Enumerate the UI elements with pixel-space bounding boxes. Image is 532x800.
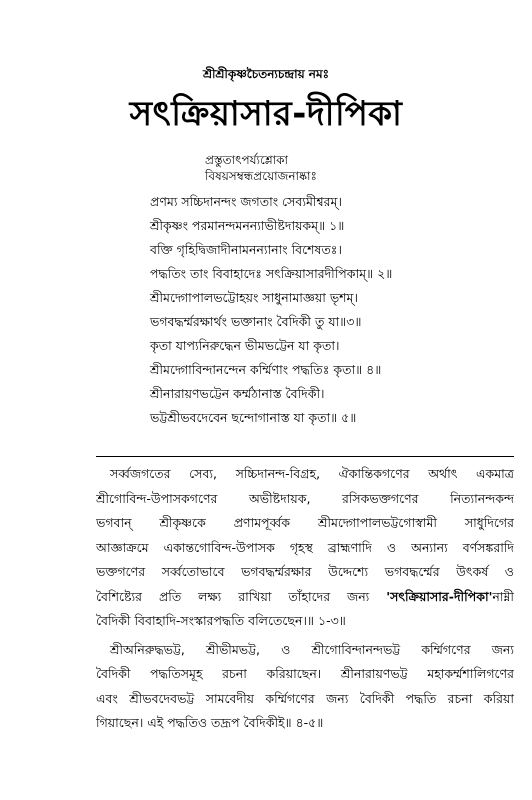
commentary-line: গিয়াছেন। এই পদ্ধতিও তদ্রূপ বৈদিকীই॥ ৪-৫॥ bbox=[96, 715, 324, 730]
commentary-paragraph-1 bbox=[96, 462, 514, 634]
subtitle-line-2: বিষয়সম্বন্ধপ্রয়োজনাষ্কাঃ bbox=[205, 169, 317, 183]
verse-line: শ্রীনারায়ণভট্টেন কর্ম্মঠানাস্ত বৈদিকী। bbox=[150, 386, 325, 401]
commentary-line: ভক্তগণের সর্ব্বতোভাবে ভগবদ্ধর্ম্মরক্ষার উদ্দেশ্যে ভগবদ্ধর্ম্মের উৎকর্ষ ও bbox=[96, 564, 514, 579]
commentary-line: শ্রীগোবিন্দ-উপাসকগণের অভীষ্টদায়ক, রসিকভক্তগণের নিত্যানন্দকন্দ bbox=[96, 490, 514, 506]
commentary-line: সর্ব্বজগতের সেব্য, সচ্চিদানন্দ-বিগ্রহ, ঐকান্তিকগণের অর্থাৎ একমাত্র bbox=[110, 466, 514, 481]
commentary-line: এবং শ্রীভবদেবভট্ট সামবেদীয় কর্ম্মিগণের জন্য বৈদিকী পদ্ধতি রচনা করিয়া bbox=[96, 690, 514, 706]
verse-line: ভগবদ্ধর্ম্মরক্ষার্থং ভক্তানাং বৈদিকী তু যা॥৩॥ bbox=[150, 314, 362, 329]
verse-line: ভট্টশ্রীভবদেবেন ছন্দোগানাস্ত যা কৃতা॥ ৫॥ bbox=[150, 410, 357, 425]
invocation-line: শ্রীশ্রীকৃষ্ণচৈতন্যচন্দ্রায় নমঃ bbox=[202, 67, 330, 81]
verse-line: প্রণম্য সচ্চিদানন্দং জগতাং সেব্যমীশ্বরম্। bbox=[150, 194, 342, 209]
verse-line: শ্রীমদ্গোবিন্দানন্দেন কর্ম্মিণাং পদ্ধতিঃ কৃতা॥ ৪॥ bbox=[150, 362, 382, 377]
commentary-line: শ্রীঅনিরুদ্ধভট্ট, শ্রীভীমভট্ট, ও শ্রীগোবিন্দানন্দভট্ট কর্ম্মিগণের জন্য bbox=[110, 641, 514, 657]
commentary-paragraph-2 bbox=[96, 638, 514, 736]
page-title: সৎক্রিয়াসার-দীপিকা bbox=[129, 94, 403, 134]
commentary-line: ভগবান্ শ্রীকৃষ্ণকে প্রণামপূর্ব্বক শ্রীমদ্গোপালভট্টগোস্বামী সাধুদিগের bbox=[96, 515, 514, 530]
commentary-line: আজ্ঞাক্রমে একান্তগোবিন্দ-উপাসক গৃহস্থ ব্রাহ্মণাদি ও অন্যান্য বর্ণসঙ্করাদি bbox=[96, 539, 514, 555]
section-divider bbox=[96, 456, 514, 457]
subtitle-line-1: প্রস্তুতাৎপর্য্যশ্লোকা bbox=[205, 153, 289, 167]
book-title-emphasis: 'সৎক্রিয়াসার-দীপিকা' bbox=[386, 588, 493, 604]
verse-line: কৃতা যাপ্যনিরুদ্ধেন ভীমভট্টেন যা কৃতা। bbox=[150, 338, 340, 353]
verse-block bbox=[150, 190, 490, 430]
commentary-text: নাম্নী bbox=[492, 588, 514, 604]
verse-line: শ্রীকৃষ্ণং পরমানন্দমনন্যাভীষ্টদায়কম্॥ ১॥ bbox=[150, 218, 345, 233]
commentary-line: বৈদিকী বিবাহাদি-সংস্কারপদ্ধতি বলিতেছেন।॥ ১-৩॥ bbox=[96, 613, 346, 628]
commentary-block bbox=[96, 462, 514, 736]
verse-line: শ্রীমদ্গোপালভট্টোহয়ং সাধুনামাজ্ঞয়া ভৃশম্। bbox=[150, 290, 358, 305]
commentary-line: বৈদিকী পদ্ধতিসমূহ রচনা করিয়াছেন। শ্রীনারায়ণভট্ট মহাকর্ম্মশালিগণের bbox=[96, 666, 514, 681]
verse-line: পদ্ধতিং তাং বিবাহাদেঃ সৎক্রিয়াসারদীপিকাম্॥ ২॥ bbox=[150, 266, 393, 281]
verse-line: বক্তি গৃহিদ্বিজাদীনামনন্যানাং বিশেষতঃ। bbox=[150, 242, 342, 257]
commentary-text: বৈশিষ্ট্যের প্রতি লক্ষ্য রাখিয়া তাঁহাদের জন্য bbox=[96, 588, 370, 604]
commentary-line-mixed bbox=[96, 585, 514, 610]
